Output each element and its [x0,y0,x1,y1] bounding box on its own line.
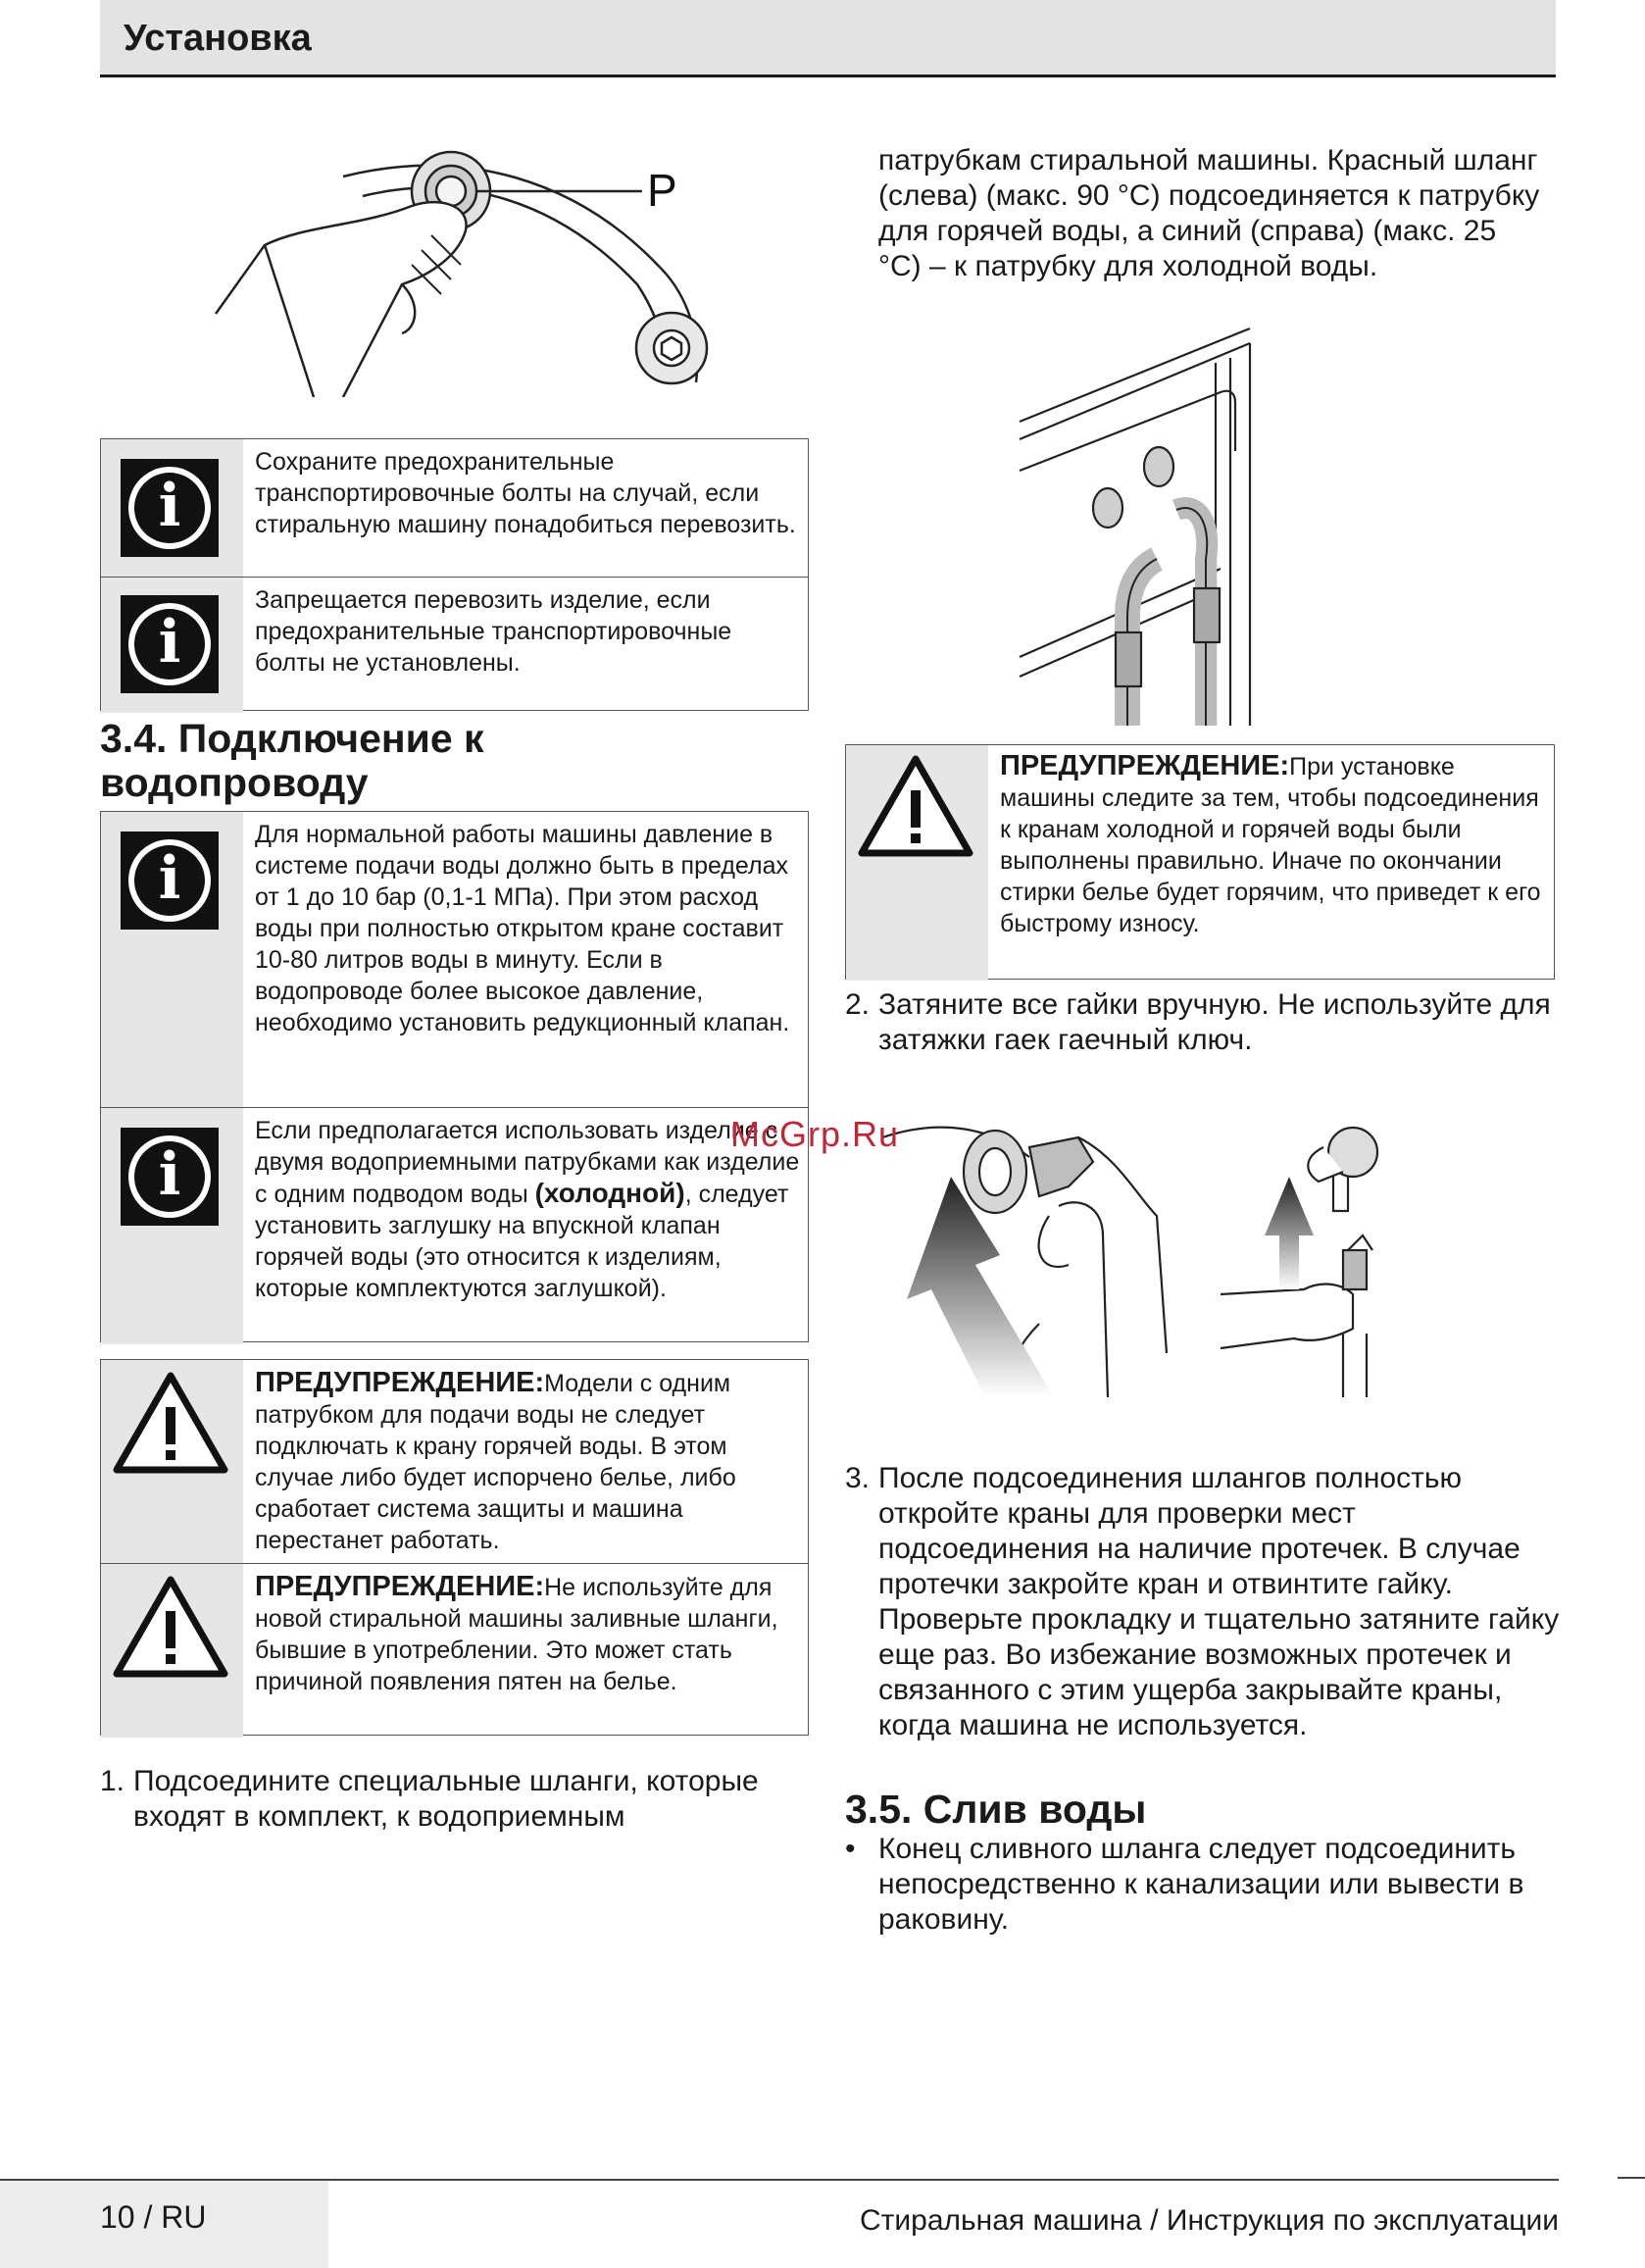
info-icon: i [121,832,219,930]
warning-box-left [100,1359,809,1736]
transport-bolt-illustration [206,137,755,397]
info-icon: i [121,1128,219,1226]
tighten-nut-illustration [882,1118,1471,1397]
warning-triangle-icon [856,753,975,859]
info-box-pressure [100,811,809,1342]
header-bar [100,0,1556,77]
page-title: Установка [124,18,312,59]
info-text-single-inlet: Если предполагается использовать изделие с двумя водоприемными патрубками как изделие с одним подводом воды (холодной), следует установить заглушку на впускной клапан горячей воды (это относится к изделиям, которые комплектуются заглушкой). [255,1117,800,1302]
step-2: 2. Затяните все гайки вручную. Не используйте для затяжки гаек гаечный ключ. [845,988,1551,1056]
hose-connection-text: патрубкам стиральной машины. Красный шланг (слева) (макс. 90 °C) подсоединяется к патрубку для горячей воды, а синий (справа) (макс. 25 °C) – к патрубку для холодной воды. [878,144,1540,282]
inlet-valves-illustration [1010,324,1255,726]
info-text-keep-bolts: Сохраните предохранительные транспортировочные болты на случай, если стиральную машину понадобиться перевозить. [255,448,796,538]
warning-box-right [845,744,1555,980]
info-box-transport [100,438,809,711]
page-number: 10 / RU [100,2199,207,2235]
drain-bullet: • Конец сливного шланга следует подсоединить непосредственно к канализации или вывести в раковину. [845,1833,1524,1936]
info-icon: i [121,459,219,557]
step-1: 1. Подсоедините специальные шланги, которые входят в комплект, к водоприемным [100,1765,759,1833]
section-title-3-5: 3.5. Слив воды [845,1787,1147,1832]
section-title-3-4: 3.4. Подключение к водопроводу [100,716,484,805]
info-icon: i [121,595,219,693]
watermark: McGrp.Ru [730,1114,900,1154]
warning-triangle-icon [111,1574,230,1680]
warning-text-used-hoses: ПРЕДУПРЕЖДЕНИЕ:Не используйте для новой стиральной машины заливные шланги, бывшие в употреблении. Это может стать причиной появления пятен на белье. [255,1571,778,1695]
step-3: 3. После подсоединения шлангов полностью откройте краны для проверки мест подсоединения на наличие протечек. В случае протечки закройте кран и отвинтите гайку. Проверьте прокладку и тщательно затяните гайку еще раз. Во избежание возможных протечек и связанного с этим ущерба закрывайте краны, когда машина не используется. [845,1462,1560,1741]
footer-doc-title: Стиральная машина / Инструкция по эксплуатации [859,2204,1559,2237]
info-text-pressure: Для нормальной работы машины давление в системе подачи воды должно быть в пределах от 1 до 10 бар (0,1-1 МПа). При этом расход воды при полностью открытом кране составит 10-80 литров воды в минуту. Если в водопроводе более высокое давление, необходимо установить редукционный клапан. [255,821,790,1036]
warning-text-hot-cold: ПРЕДУПРЕЖДЕНИЕ:При установке машины следите за тем, чтобы подсоединения к кранам холодной и горячей воды были выполнены правильно. Иначе по окончании стирки белье будет горячим, что приведет к его быстрому износу. [1000,750,1541,937]
warning-triangle-icon [111,1370,230,1476]
info-text-no-transport: Запрещается перевозить изделие, если предохранительные транспортировочные болты не установлены. [255,586,732,677]
label-p: P [647,165,677,216]
warning-text-single-inlet: ПРЕДУПРЕЖДЕНИЕ:Модели с одним патрубком для подачи воды не следует подключать к крану горячей воды. В этом случае либо будет испорчено белье, либо сработает система защиты и машина перестанет работать. [255,1367,736,1554]
